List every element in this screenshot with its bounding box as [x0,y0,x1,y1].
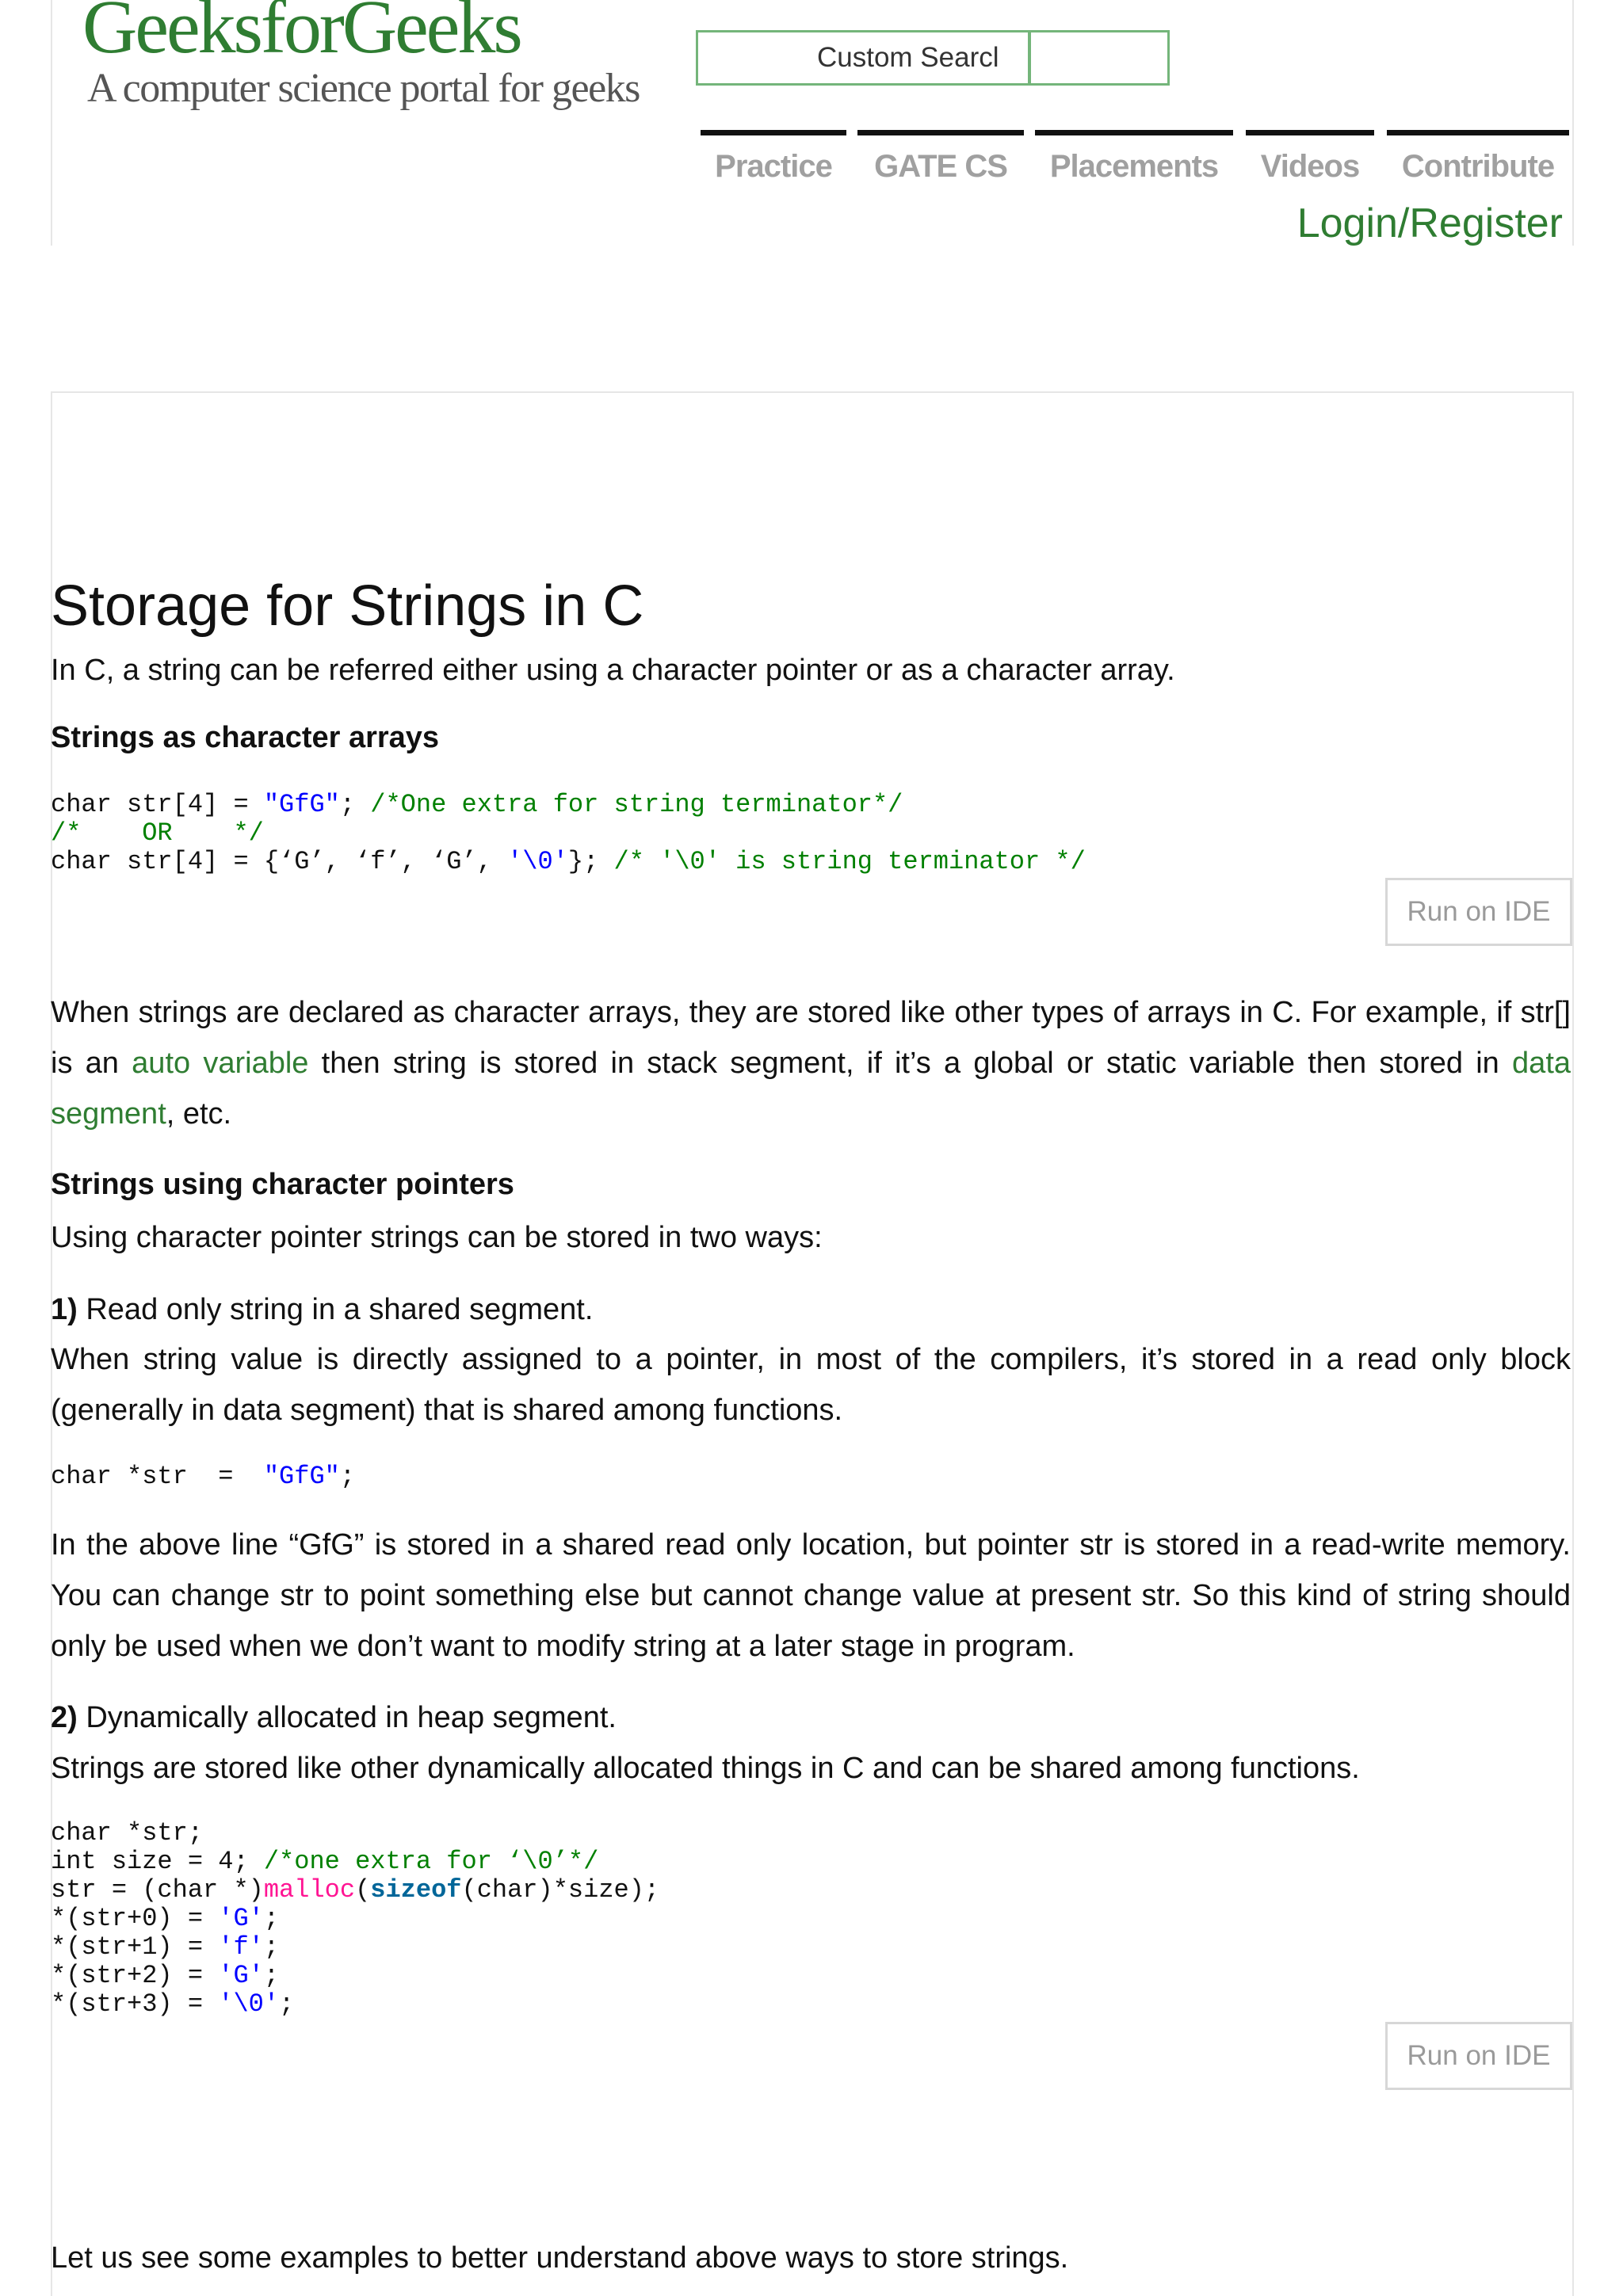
nav-videos[interactable]: Videos [1246,130,1374,193]
site-logo[interactable]: GeeksforGeeks [82,0,521,69]
login-register-link[interactable]: Login/Register [1296,200,1563,246]
run-on-ide-button[interactable]: Run on IDE [1385,878,1572,946]
arrays-explanation: When strings are declared as character arrays, they are stored like other types of arrays in C. For example, if str[] is an auto variable then string is stored in stack segment, if it’s a global or static variable then stored in data segment, etc. [51,996,1571,1131]
run-on-ide-button-2[interactable]: Run on IDE [1385,2022,1572,2090]
section-heading-arrays: Strings as character arrays [51,721,440,754]
nav-placements[interactable]: Placements [1035,130,1233,193]
code-block-arrays: char str[4] = "GfG"; /*One extra for string terminator*/ /* OR */ char str[4] = {‘G’, ‘f’, ‘G’, '\0'}; /* '\0' is string terminator */ [51,790,1086,876]
section-heading-pointers: Strings using character pointers [51,1168,514,1201]
search-button[interactable] [1029,30,1170,86]
article-title: Storage for Strings in C [51,574,644,638]
data-segment-link[interactable]: data segment [51,1047,1571,1131]
site-tagline: A computer science portal for geeks [87,66,640,111]
nav-gate-cs[interactable]: GATE CS [857,130,1024,193]
item1-text: When string value is directly assigned to a pointer, in most of the compilers, it’s stored in a read only block (generally in data segment) that is shared among functions. [51,1343,1571,1427]
code-block-pointer: char *str = "GfG"; [51,1462,356,1491]
code-block-heap: char *str; int size = 4; /*one extra for ‘\0’*/ str = (char *)malloc(sizeof(char)*size); *(str+0) = 'G'; *(str+1) = 'f'; *(str+2) = 'G'; *(str+3) = '\0'; [51,1818,660,2019]
item2-text: Strings are stored like other dynamically allocated things in C and can be shared among functions. [51,1752,1360,1785]
item1-title: 1) Read only string in a shared segment. [51,1293,594,1326]
article-intro: In C, a string can be referred either using a character pointer or as a character array. [51,654,1175,687]
item1-explanation: In the above line “GfG” is stored in a shared read only location, but pointer str is stored in a read-write memory. You can change str to point something else but cannot change value at present str. So this kind of string should only be used when we don’t want to modify string at a later stage in program. [51,1528,1571,1663]
article-outro: Let us see some examples to better understand above ways to store strings. [51,2241,1069,2275]
pointers-intro: Using character pointer strings can be stored in two ways: [51,1221,823,1254]
search-input[interactable] [696,30,1030,86]
item2-title: 2) Dynamically allocated in heap segment. [51,1701,617,1734]
nav-contribute[interactable]: Contribute [1387,130,1569,193]
nav-practice[interactable]: Practice [701,130,846,193]
auto-variable-link[interactable]: auto variable [132,1047,309,1080]
